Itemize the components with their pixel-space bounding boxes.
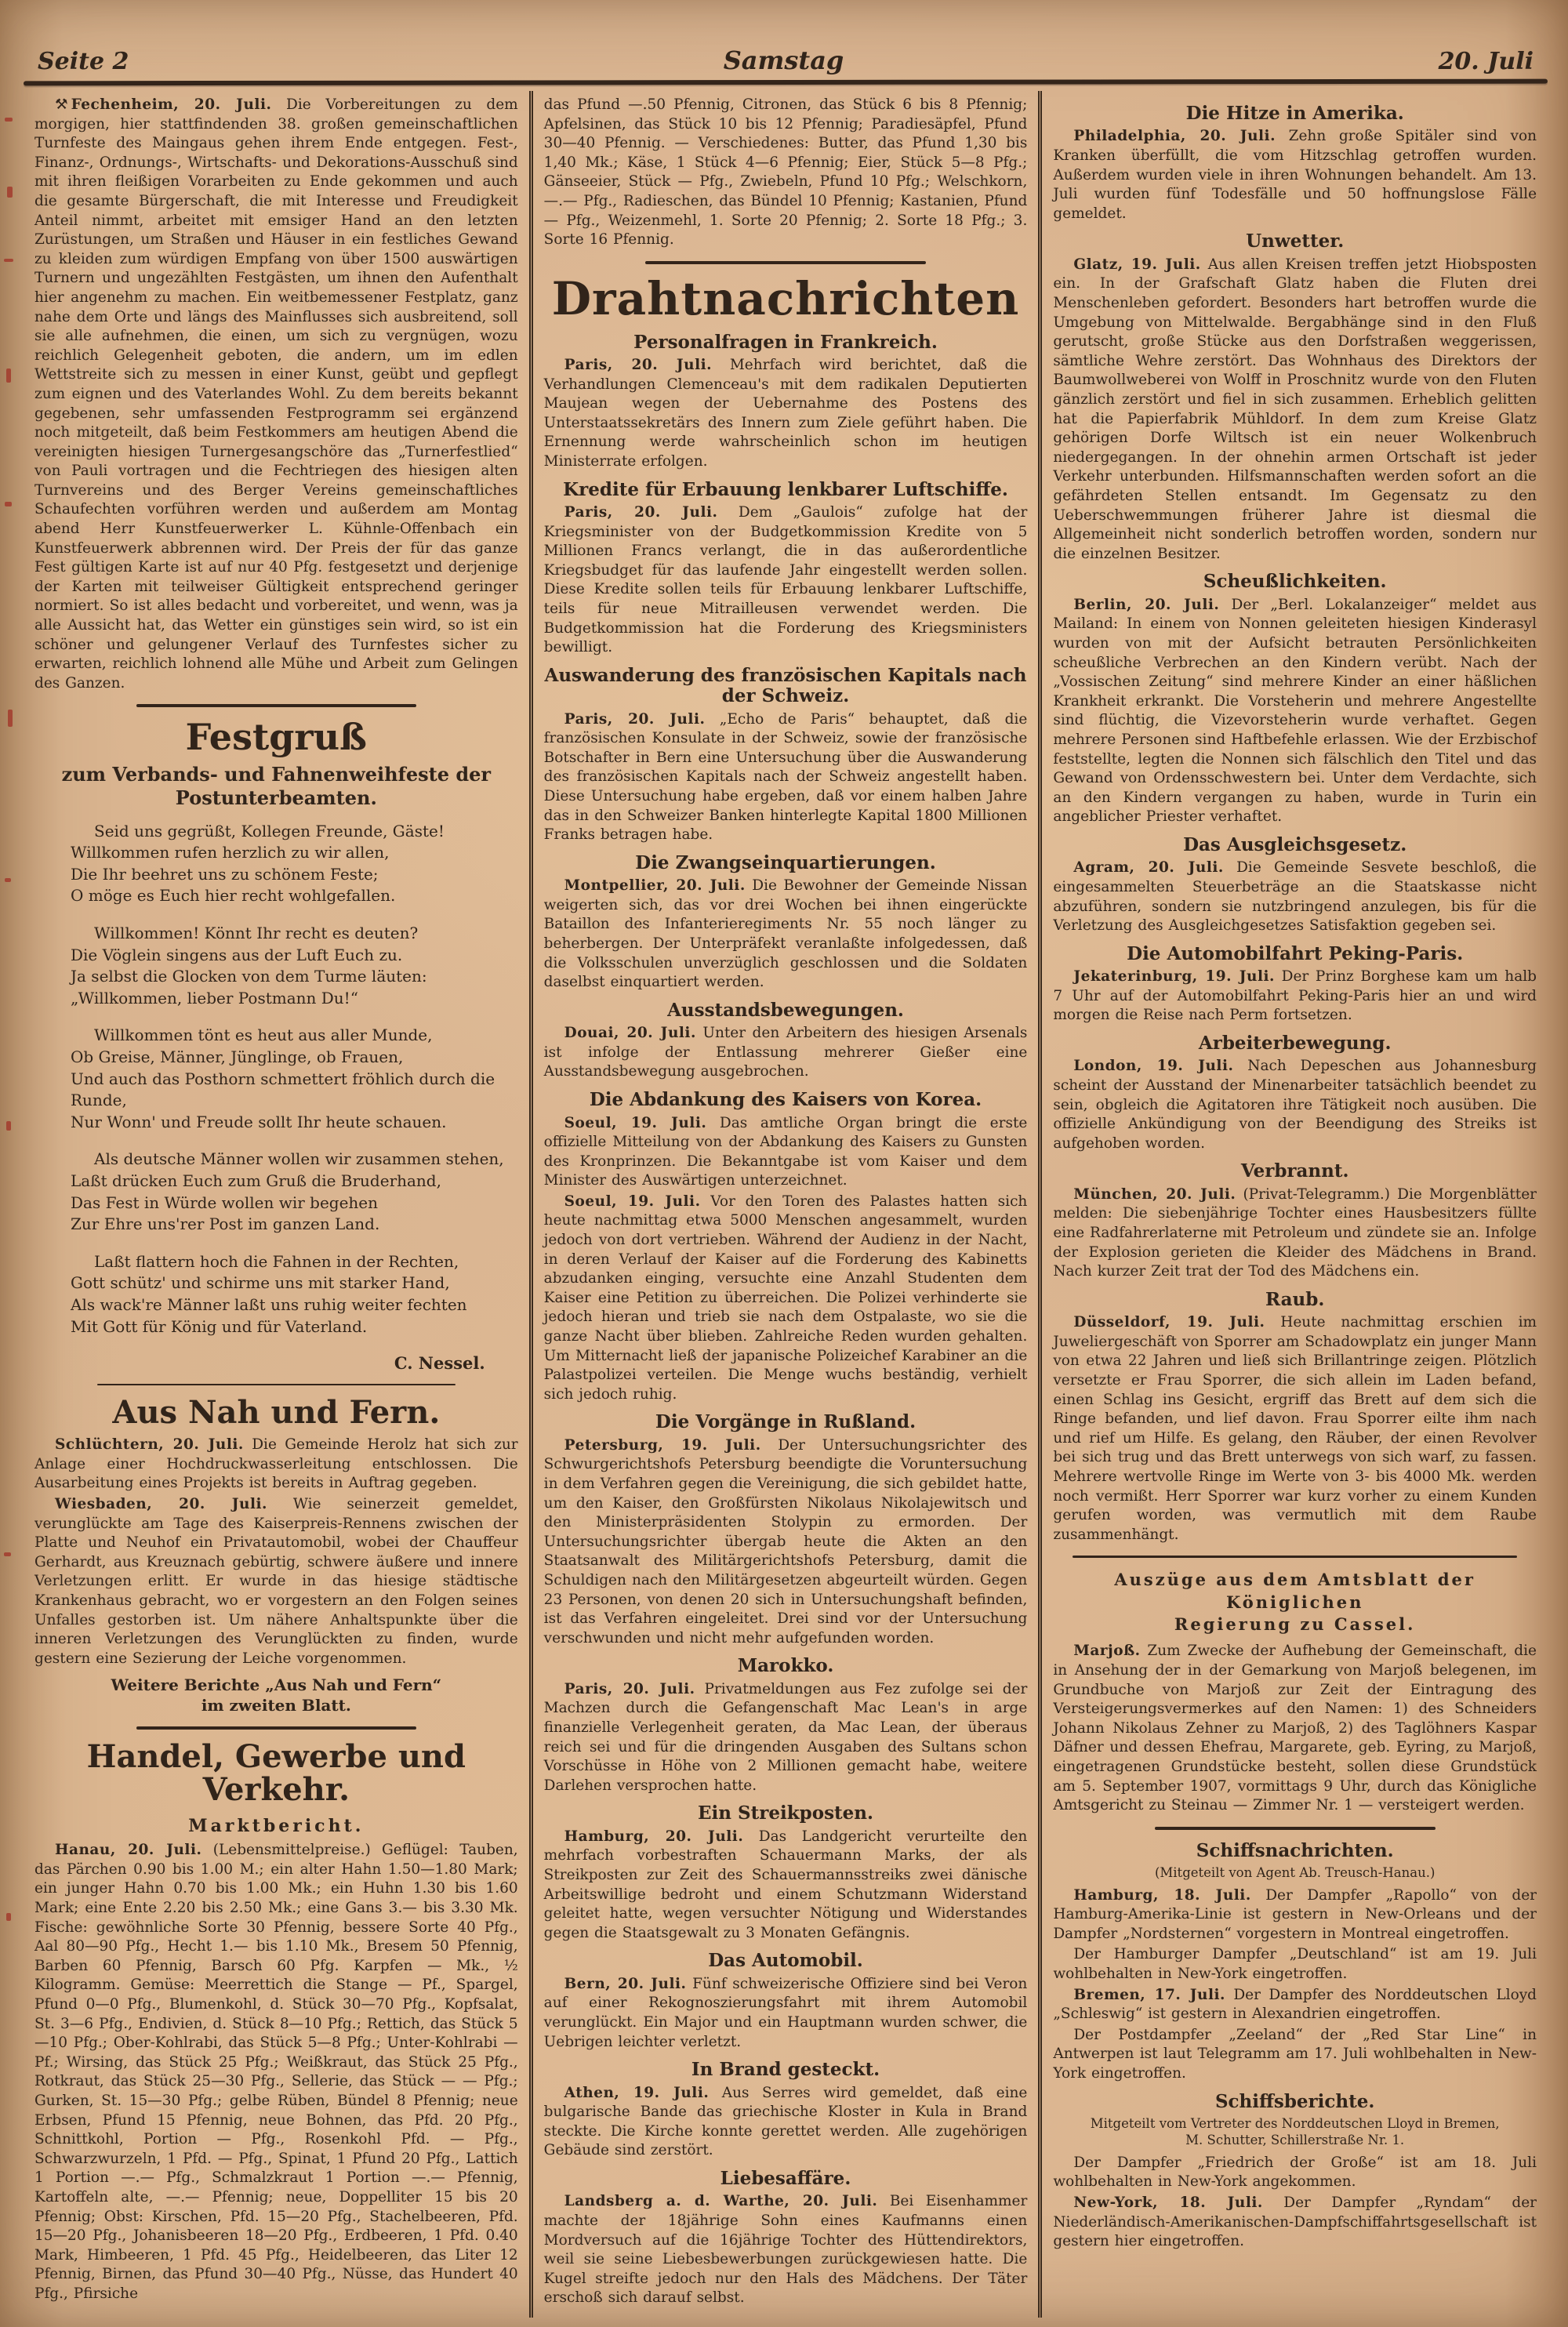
dateline: Paris, 20. Juli. (564, 1680, 695, 1697)
page-number: Seite 2 (38, 48, 129, 75)
poem-line: Ob Greise, Männer, Jünglinge, ob Frauen, (71, 1047, 404, 1067)
dateline: Düsseldorf, 19. Juli. (1073, 1314, 1265, 1331)
poem (71, 821, 518, 1338)
divider-rule (136, 704, 417, 707)
poem-line: Nur Wonn' und Freude sollt Ihr heute schauen. (71, 1112, 447, 1131)
poem-line: Als deutsche Männer wollen wir zusammen stehen, (94, 1149, 504, 1169)
dateline: Glatz, 19. Juli. (1073, 256, 1201, 273)
page-header (24, 45, 1548, 80)
article-paragraph: Wiesbaden, 20. Juli. Wie seinerzeit gemeldet, verunglückte am Tage des Kaiserpreis-Rennens zwischen der Platte und Neuhof ein Privatautomobil, wobei der Chauffeur Gerhardt, aus Kreuznach gebürtig, schwere äußere und innere Verletzungen erlitt. Er wurde in das hiesige städtische Krankenhaus gebracht, wo er vorgestern an den Folgen seines Unfalles gestorben ist. Um nähere Anhaltspunkte über die inneren Verletzungen des Verunglückten zu finden, wurde gestern eine Sezierung der Leiche vorgenommen. (34, 1495, 518, 1667)
poem-line: Zur Ehre uns'rer Post im ganzen Land. (71, 1214, 380, 1234)
article-heading: Kredite für Erbauung lenkbarer Luftschiffe. (563, 478, 1008, 500)
dateline: Athen, 19. Juli. (564, 2084, 710, 2101)
section-heading: Festgruß (185, 716, 368, 759)
dateline: Jekaterinburg, 19. Juli. (1073, 968, 1276, 986)
article-heading: Verbrannt. (1240, 1160, 1349, 1182)
article-paragraph: Glatz, 19. Juli. Aus allen Kreisen treffen jetzt Hiobsposten ein. In der Grafschaft Glatz haben die Fluten drei Menschenleben gefordert. Besonders hart betroffen wurde die Umgebung von Mittelwalde. Bergabhänge sind in den Fluß gerutscht, große Stücke aus den Dorfstraßen weggerissen, sämtliche Wehre zerstört. Das Wohnhaus des Direktors der Baumwollweberei von Wolff in Proschnitz wurde von den Fluten gänzlich zerstört und fiel in sich zusammen. Erheblich gelitten hat die Papierfabrik Mühldorf. In dem zum Kreise Glatz gehörigen Dorfe Wiltsch ist ein neuer Wolkenbruch niedergegangen. In der ohnehin armen Ortschaft ist jeder Verkehr unterbunden. Hilfsmannschaften werden sofort an die gefährdeten Stellen entsandt. Im Gegensatz zu den Ueberschwemmungen früherer Jahre ist diesmal die Allgemeinheit nicht sonderlich betroffen worden, sondern nur die einzelnen Besitzer. (1053, 256, 1537, 562)
article-paragraph: Berlin, 20. Juli. Der „Berl. Lokalanzeiger“ meldet aus Mailand: In einem von Nonnen geleiteten hiesigen Kinderasyl wurden von mit der Aufsicht betrauten Persönlichkeiten scheußliche Verbrechen an den Kindern verübt. Nach der „Vossischen Zeitung“ sind mehrere Kinder an einer häßlichen Krankheit erkrankt. Die Vorsteherin und mehrere Angestellte sind flüchtig, die Vizevorsteherin wurde verhaftet. Gegen mehrere Personen sind Haftbefehle erlassen. Wie der Erzbischof feststellte, legten die Nonnen sich fälschlich den Titel und das Gewand von Ordensschwestern bei. Unter dem Verdachte, sich an den Kindern vergangen zu haben, wurde in Turin ein angeblicher Priester verhaftet. (1053, 596, 1537, 826)
issue-date: 20. Juli (1438, 48, 1534, 75)
note-line: (Mitgeteilt von Agent Ab. Treusch-Hanau.) (1154, 1865, 1436, 1881)
divider-rule (97, 1384, 455, 1385)
column-layout (24, 91, 1548, 2318)
dateline: Soeul, 19. Juli. (564, 1114, 707, 1131)
article-paragraph: Montpellier, 20. Juli. Die Bewohner der Gemeinde Nissan weigerten sich, das vor drei Wochen bei ihnen eingerückte Bataillon des Infanterieregiments Nr. 55 noch länger zu beherbergen. Der Unterpräfekt veranlaßte infolgedessen, daß die Volksschulen unverzüglich geschlossen und die Soldaten daselbst einquartiert werden. (543, 877, 1028, 991)
notice-line: Weitere Berichte „Aus Nah und Fern“ (111, 1675, 442, 1695)
article-paragraph: Paris, 20. Juli. Mehrfach wird berichtet, daß die Verhandlungen Clemenceau's mit dem radikalen Deputierten Maujean wegen der Uebernahme des Postens des Unterstaatssekretärs des Innern zum Ziele geführt haben. Die Ernennung werde wahrscheinlich schon im heutigen Ministerrate erfolgen. (543, 357, 1028, 470)
article-paragraph: Landsberg a. d. Warthe, 20. Juli. Bei Eisenhammer machte der 18jährige Sohn eines Kaufmanns einen Mordversuch auf die 16jährige Tochter des Hüttendirektors, weil sie seine Liebesbewerbungen zurückgewiesen hatte. Die Kugel streifte jedoch nur den Hals des Mädchens. Der Täter erschoß sich darauf selbst. (543, 2193, 1028, 2307)
weekday-title: Samstag (723, 45, 844, 75)
note-line: Mitgeteilt vom Vertreter des Norddeutschen Lloyd in Bremen, (1090, 2115, 1500, 2131)
notice-line: im zweiten Blatt. (201, 1696, 351, 1715)
article-heading: In Brand gesteckt. (691, 2059, 880, 2081)
dateline: Fechenheim, 20. Juli. (71, 96, 272, 113)
dateline: Petersburg, 19. Juli. (564, 1436, 761, 1454)
heading-line: Regierung zu Cassel. (1174, 1614, 1416, 1634)
heading-line: Auszüge aus dem Amtsblatt der Königlichen (1114, 1570, 1475, 1612)
dateline: Landsberg a. d. Warthe, 20. Juli. (564, 2193, 878, 2210)
poem-line: Als wack're Männer laßt uns ruhig weiter fechten (71, 1294, 467, 1314)
attribution-note (1053, 2115, 1537, 2149)
article-heading: Raub. (1265, 1288, 1325, 1310)
column-2 (529, 91, 1039, 2318)
article-paragraph: Paris, 20. Juli. Privatmeldungen aus Fez zufolge sei der Machzen durch die Gefangenschaft Mac Lean's in arge finanzielle Verlegenheit geraten, da Mac Lean, der überaus reich sei und für die dringenden Ausgaben des Sultans schon Vorschüsse in Höhe von 2 Millionen gemacht habe, weitere Darlehen versprochen hatte. (543, 1680, 1028, 1794)
dateline: Agram, 20. Juli. (1073, 859, 1224, 877)
bold-centered-notice (34, 1675, 518, 1715)
article-heading: Die Automobilfahrt Peking-Paris. (1127, 942, 1464, 964)
dateline: Paris, 20. Juli. (564, 357, 713, 374)
article-paragraph: Douai, 20. Juli. Unter den Arbeitern des hiesigen Arsenals ist infolge der Entlassung mehrerer Gießer eine Ausstandsbewegung ausgebrochen. (543, 1025, 1028, 1080)
divider-rule (645, 261, 926, 264)
dateline: Hanau, 20. Juli. (55, 1842, 202, 1859)
article-paragraph: Jekaterinburg, 19. Juli. Der Prinz Borghese kam um halb 7 Uhr auf der Automobilfahrt Peking-Paris hier an und wird morgen die Reise nach Perm fortsetzen. (1053, 968, 1537, 1024)
dateline: Marjoß. (1073, 1643, 1141, 1660)
article-paragraph: Soeul, 19. Juli. Vor den Toren des Palastes hatten sich heute nachmittag etwa 5000 Menschen angesammelt, wurden jedoch von dort vertrieben. Während der Audienz in der Nacht, in deren Verlauf der Kaiser auf die Forderung des Kabinetts abzudanken einging, versuchte eine Anzahl Studenten dem Kaiser eine Petition zu überreichen. Die Polizei verhinderte sie jedoch hieran und trieb sie nach dem Ostpalaste, wo sie die ganze Nacht über blieben. Zahlreiche Reden wurden gehalten. Um Mitternacht ließ der japanische Polizeichef Karabiner an die Palastpolizei verteilen. Die Menge wuchs beständig, verhielt sich jedoch ruhig. (543, 1193, 1028, 1403)
article-heading: Personalfragen in Frankreich. (633, 331, 938, 353)
dateline: Paris, 20. Juli. (564, 710, 706, 728)
dateline: Soeul, 19. Juli. (564, 1193, 701, 1210)
article-paragraph: Petersburg, 19. Juli. Der Untersuchungsrichter des Schwurgerichtshofs Petersburg beendigte die Voruntersuchung in dem Verfahren gegen die Vereinigung, die sich gebildet hatte, um den Kaiser, den Großfürsten Nikolaus Nikolajewitsch und den Ministerpräsidenten Stolypin zu ermorden. Der Untersuchungsrichter übergab heute die Akten an den Staatsanwalt des Militärgerichtshofs Petersburg, damit die Schuldigen nach den Militärgesetzen abgeurteilt würden. Gegen 23 Personen, von denen 20 sich in Untersuchungshaft befinden, ist das Verfahren eingeleitet. Drei sind vor der Untersuchung verschwunden und nicht mehr aufgefunden worden. (543, 1436, 1028, 1646)
article-heading: Das Automobil. (708, 1950, 863, 1972)
section-heading: Handel, Gewerbe und Verkehr. (86, 1738, 466, 1809)
poem-line: Das Fest in Würde wollen wir begehen (71, 1193, 379, 1212)
article-paragraph: Agram, 20. Juli. Die Gemeinde Sesvete beschloß, die eingesammelten Steuerbeträge an die Staatskasse nicht abzuführen, sondern sie nutzbringend anzulegen, bis für die Verletzung des Ausgleichgesetzes Satisfaktion gegeben sei. (1053, 859, 1537, 935)
column-1 (24, 91, 529, 2318)
divider-rule (136, 1726, 417, 1730)
section-subtitle: zum Verbands- und Fahnenweihfeste der Postunterbeamten. (61, 762, 492, 809)
dateline: München, 20. Juli. (1073, 1185, 1236, 1203)
article-paragraph: ⚒ Fechenheim, 20. Juli. Die Vorbereitungen zu dem morgigen, hier stattfindenden 38. großen gemeinschaftlichen Turnfeste des Maingaus gehen ihrem Ende entgegen. Fest-, Finanz-, Ordnungs-, Wirtschafts- und Dekorations-Ausschuß sind mit ihren fleißigen Vorarbeiten zu Ende gekommen und auch die gesamte Bürgerschaft, die mit Interesse und Freudigkeit Anteil nimmt, arbeitet mit emsiger Hand an den letzten Zurüstungen, um Straßen und Häuser in ein festliches Gewand zu kleiden zum würdigen Empfang von über 1500 auswärtigen Turnern und ungezählten Festgästen, um ihnen den Aufenthalt hier angenehm zu machen. Ein weitbemessener Festplatz, ganz nahe dem Orte und längs des Mainflusses sich ausbreitend, soll sie alle aufnehmen, die einen, um sich zu vergnügen, wozu reichlich Gelegenheit geboten, die andern, um im edlen Wettstreite sich zu messen in einer Kunst, geübt und gepflegt zum eignen und des Vaterlandes Wohl. Zu dem bereits bekannt gegebenen, sehr umfassenden Festprogramm sei ergänzend noch mitgeteilt, daß beim Festkommers am heutigen Abend die vereinigten hiesigen Turnergesangschöre das „Turnerfestlied“ von Pauli vortragen und die Fechtriegen des hiesigen alten Turnvereins und des Berger Vereins gemeinschaftliches Schaufechten vorführen werden und außerdem am Montag abend Herr Kunstfeuerwerker L. Kühnle-Offenbach ein Kunstfeuerwerk abbrennen wird. Der Preis der für das ganze Fest gültigen Karte ist auf nur 40 Pfg. festgesetzt und derjenige der Karten mit teilweiser Gültigkeit entsprechend geringer normiert. So ist alles bedacht und vorbereitet, und wenn, was ja alle Aussicht hat, das Wetter ein günstiges sein wird, so ist ein schöner und gelungener Verlauf des Turnfestes sicher zu erwarten, reichlich lohnend alle Mühe und Arbeit zum Gelingen des Ganzen. (34, 96, 518, 692)
article-heading: Unwetter. (1246, 231, 1345, 252)
dateline: Hamburg, 20. Juli. (564, 1828, 744, 1845)
poem-line: „Willkommen, lieber Postmann Du!“ (71, 988, 358, 1007)
poem-line: Und auch das Posthorn schmettert fröhlich durch die Runde, (71, 1069, 495, 1110)
article-paragraph: Der Postdampfer „Zeeland“ der „Red Star Line“ in Antwerpen ist laut Telegramm am 17. Juli wohlbehalten in New-York eingetroffen. (1053, 2026, 1537, 2082)
article-paragraph: Athen, 19. Juli. Aus Serres wird gemeldet, daß eine bulgarische Bande das griechische Kloster in Kula in Brand steckte. Die Kirche konnte gerettet werden. Alle zugehörigen Gebäude sind zerstört. (543, 2084, 1028, 2159)
article-heading: Die Zwangseinquartierungen. (635, 851, 936, 873)
article-heading: Das Ausgleichsgesetz. (1183, 833, 1407, 855)
divider-rule (1155, 1827, 1436, 1830)
article-paragraph: Hamburg, 18. Juli. Der Dampfer „Rapollo“ von der Hamburg-Amerika-Linie ist gestern in New-Orleans und der Dampfer „Nordsternen“ vorgestern in Montreal eingetroffen. (1053, 1886, 1537, 1942)
article-paragraph: Düsseldorf, 19. Juli. Heute nachmittag erschien im Juweliergeschäft von Sporrer am Schadowplatz ein junger Mann von etwa 22 Jahren und ließ sich Brillantringe zeigen. Plötzlich versetzte er Frau Sporrer, die sich allein im Laden befand, einen Schlag ins Gesicht, ergriff das Brett auf dem sich die Ringe befanden, und lief davon. Frau Sporrer eilte ihm nach und rief um Hilfe. Es gelang, den Räuber, der einen Revolver bei sich trug und das Brett unterwegs von sich warf, zu fassen. Mehrere wertvolle Ringe im Werte von 3- bis 4000 Mk. werden noch vermißt. Herr Sporrer war kurz vorher zu einem Kunden gerufen worden, was vermutlich mit dem Raube zusammenhängt. (1053, 1314, 1537, 1543)
dateline: London, 19. Juli. (1073, 1058, 1234, 1075)
dateline: Montpellier, 20. Juli. (564, 877, 746, 895)
article-paragraph: Der Hamburger Dampfer „Deutschland“ ist am 19. Juli wohlbehalten in New-York eingetroffen. (1053, 1946, 1537, 1982)
article-paragraph: Bern, 20. Juli. Fünf schweizerische Offiziere sind bei Veron auf einer Rekognoszierungsfahrt mit ihrem Automobil verunglückt. Ein Major und ein Hauptmann wurden schwer, die Uebrigen leichter verletzt. (543, 1975, 1028, 2050)
poem-line: Seid uns gegrüßt, Kollegen Freunde, Gäste! (94, 821, 445, 840)
article-paragraph: Paris, 20. Juli. „Echo de Paris“ behauptet, daß die französischen Konsulate in der Schweiz, sowie der französische Botschafter in Bern eine Untersuchung über die Auswanderung des französischen Kapitals nach der Schweiz angestellt haben. Diese Untersuchung habe ergeben, daß vor einem halben Jahre das in den Schweizer Banken hinterlegte Kapital 1800 Millionen Franks betragen habe. (543, 710, 1028, 844)
article-heading: Die Vorgänge in Rußland. (655, 1411, 916, 1433)
dateline: Paris, 20. Juli. (564, 504, 718, 521)
poem-line: Willkommen rufen herzlich zu wir allen, (71, 843, 390, 862)
poem-stanza (71, 1251, 518, 1338)
article-paragraph: Schlüchtern, 20. Juli. Die Gemeinde Herolz hat sich zur Anlage einer Hochdruckwasserleitung entschlossen. Die Ausarbeitung eines Projekts ist bereits in Auftrag gegeben. (34, 1436, 518, 1492)
column-3 (1038, 91, 1548, 2318)
dateline: Philadelphia, 20. Juli. (1073, 128, 1276, 145)
dateline: Bern, 20. Juli. (564, 1975, 687, 1992)
poem-stanza (71, 821, 518, 907)
article-heading: Marktbericht. (188, 1816, 365, 1837)
article-heading: Ein Streikposten. (698, 1802, 874, 1824)
article-heading: Schiffsberichte. (1214, 2090, 1375, 2112)
attribution-note (1053, 1864, 1537, 1881)
article-paragraph: Der Dampfer „Friedrich der Große“ ist am 18. Juli wohlbehalten in New-York angekommen. (1053, 2154, 1537, 2191)
dateline: Berlin, 20. Juli. (1073, 596, 1220, 613)
article-heading: Auswanderung des französischen Kapitals nach der Schweiz. (544, 664, 1027, 707)
poem-stanza (71, 1149, 518, 1235)
article-heading: Marokko. (737, 1655, 834, 1677)
dateline: Douai, 20. Juli. (564, 1025, 696, 1042)
dateline: New-York, 18. Juli. (1073, 2194, 1263, 2211)
article-paragraph: Hanau, 20. Juli. (Lebensmittelpreise.) Geflügel: Tauben, das Pärchen 0.90 bis 1.00 M.; ein alter Hahn 1.50—1.80 Mark; ein junger Hahn 0.70 bis 1.00 Mk.; ein Huhn 1.30 bis 1.60 Mark; eine Ente 2.20 bis 2.50 Mk.; eine Gans 3.— bis 3.30 Mk. Fische: gewöhnliche Sorte 30 Pfennig, bessere Sorte 40 Pfg., Aal 80—90 Pfg., Hecht 1.— bis 1.10 Mk., Bresem 50 Pfennig, Barben 60 Pfennig, Barsch 60 Pfg. Karpfen — Mk., ½ Kilogramm. Gemüse: Meerrettich die Stange — Pf., Spargel, Pfund 0—0 Pfg., Blumenkohl, d. Stück 30—70 Pfg., Kopfsalat, St. 3—6 Pfg., Endivien, d. Stück 8—10 Pfg.; Rettich, das Stück 5—10 Pfg.; Ober-Kohlrabi, das Stück 5—8 Pfg.; Unter-Kohlrabi — Pf.; Wirsing, das Stück 25 Pfg.; Weißkraut, das Stück 25 Pfg., Rotkraut, das Stück 25—30 Pfg., Sellerie, das Stück — — Pfg.; Gurken, St. 15—30 Pfg.; gelbe Rüben, Bündel 8 Pfennig; neue Erbsen, Pfund 15 Pfennig, neue Bohnen, das Pfd. 20 Pfg., Schnittkohl, Portion — Pfg., Rosenkohl Pfd. — Pfg., Schwarzwurzeln, 1 Pfd. — Pfg., Spinat, 1 Pfund 20 Pfg., Lattich 1 Portion —.— Pfg., Schmalzkraut 1 Portion —.— Pfennig, Kartoffeln alte, —.— Pfennig; neue, Doppelliter 15 bis 20 Pfennig; Obst: Kirschen, Pfd. 15—20 Pfg., Stachelbeeren, Pfd. 15—20 Pfg., Johanisbeeren 18—20 Pfg., Erdbeeren, 1 Pfd. 0.40 Mark, Himbeeren, 1 Pfd. 45 Pfg., Heidelbeeren, das Liter 12 Pfennig, Birnen, das Pfund 30—40 Pfg., Nüsse, das Hundert 40 Pfg., Pfirsiche (34, 1842, 518, 2302)
article-paragraph: Philadelphia, 20. Juli. Zehn große Spitäler sind von Kranken überfüllt, die vom Hitzschlag getroffen wurden. Außerdem wurden viele in ihren Wohnungen behandelt. Am 13. Juli wurden fünf Todesfälle und 50 hoffnungslose Fälle gemeldet. (1053, 128, 1537, 222)
divider-rule (1073, 1556, 1517, 1558)
article-paragraph: New-York, 18. Juli. Der Dampfer „Ryndam“ der Niederländisch-Amerikanischen-Dampfschiffahrtsgesellschaft ist gestern hier eingetroffen. (1053, 2194, 1537, 2250)
poem-line: O möge es Euch hier recht wohlgefallen. (71, 886, 396, 906)
author-signature: C. Nessel. (394, 1353, 485, 1374)
poem-stanza (71, 923, 518, 1009)
dateline: Schlüchtern, 20. Juli. (55, 1436, 244, 1454)
section-heading: Drahtnachrichten (551, 271, 1020, 325)
article-paragraph: Hamburg, 20. Juli. Das Landgericht verurteilte den mehrfach vorbestraften Schauermann Marks, der als Streikposten zur Zeit des Schauermannsstreiks zwei dänische Arbeitswillige bedroht und einem Schutzmann Widerstand geleitet hatte, wegen versuchter Nötigung und Widerstandes gegen die Staatsgewalt zu 3 Monaten Gefängnis. (543, 1828, 1028, 1941)
article-heading (1053, 1569, 1537, 1635)
dateline: Wiesbaden, 20. Juli. (55, 1495, 267, 1512)
article-heading: Scheußlichkeiten. (1203, 571, 1387, 593)
article-paragraph: Marjoß. Zum Zwecke der Aufhebung der Gemeinschaft, die in Ansehung der in der Gemarkung von Marjoß belegenen, im Grundbuche von Marjoß zur Zeit der Eintragung des Versteigerungsvermerkes auf den Namen: 1) des Schneiders Johann Nikolaus Zehner zu Marjoß, 2) des Taglöhners Kaspar Däfner und dessen Ehefrau, Margarete, geb. Eyring, zu Marjoß, eingetragenen Grundstücke besteht, sollen diese Grundstück am 5. September 1907, vormittags 9 Uhr, durch das Königliche Amtsgericht zu Steinau — Zimmer Nr. 1 — versteigert werden. (1053, 1643, 1537, 1814)
article-paragraph: Bremen, 17. Juli. Der Dampfer des Norddeutschen Lloyd „Schleswig“ ist gestern in Alexandrien eingetroffen. (1053, 1986, 1537, 2023)
poem-line: Willkommen tönt es heut aus aller Munde, (94, 1026, 433, 1045)
poem-line: Laßt flattern hoch die Fahnen in der Rechten, (94, 1251, 459, 1271)
poem-line: Ja selbst die Glocken von dem Turme läuten: (71, 967, 427, 986)
article-paragraph: London, 19. Juli. Nach Depeschen aus Johannesburg scheint der Ausstand der Minenarbeiter tatsächlich beendet zu sein, obgleich die Agitatoren ihre Tätigkeit noch ausüben. Die offizielle Ankündigung von der Beendigung des Streiks ist aufgehoben worden. (1053, 1058, 1537, 1152)
poem-line: Willkommen! Könnt Ihr recht es deuten? (94, 924, 419, 943)
article-heading: Die Hitze in Amerika. (1185, 103, 1404, 124)
article-paragraph: Soeul, 19. Juli. Das amtliche Organ bringt die erste offizielle Mitteilung von der Abdankung des Kaisers zu Gunsten des Kronprinzen. Die Bekanntgabe ist vom Kaiser und dem Minister des Auswärtigen unterzeichnet. (543, 1114, 1028, 1189)
dateline: Bremen, 17. Juli. (1073, 1986, 1225, 2003)
poem-stanza (71, 1025, 518, 1133)
article-heading: Die Abdankung des Kaisers von Korea. (589, 1089, 982, 1111)
section-heading: Aus Nah und Fern. (112, 1394, 441, 1432)
continuation-paragraph: das Pfund —.50 Pfennig, Citronen, das Stück 6 bis 8 Pfennig; Apfelsinen, das Stück 10 bis 12 Pfennig; Paradiesäpfel, Pfund 30—40 Pfennig. — Verschiedenes: Butter, das Pfund 1,30 bis 1,40 Mk.; Käse, 1 Stück 4—6 Pfennig; Eier, Stück 5—8 Pfg.; Gänseeier, Stück — Pfg., Zwiebeln, Pfund 10 Pfg.; Welschkorn, —.— Pfg., Radieschen, das Bündel 10 Pfennig; Kastanien, Pfund — Pfg., Weizenmehl, 1. Sorte 20 Pfennig; 2. Sorte 18 Pfg.; 3. Sorte 16 Pfennig. (543, 96, 1028, 249)
article-paragraph: München, 20. Juli. (Privat-Telegramm.) Die Morgenblätter melden: Die siebenjährige Tochter eines Hausbesitzers füllte eine Radfahrerlaterne mit Petroleum und zündete sie an. Infolge der Explosion gerieten die Kleider des Mädchens in Brand. Nach kurzer Zeit trat der Tod des Mädchens ein. (1053, 1185, 1537, 1280)
dateline: Hamburg, 18. Juli. (1073, 1886, 1251, 1904)
newspaper-sheet (24, 45, 1548, 2319)
poem-line: Die Vöglein singens aus der Luft Euch zu. (71, 945, 403, 964)
poem-line: Mit Gott für König und für Vaterland. (71, 1316, 368, 1336)
article-heading: Ausstandsbewegungen. (667, 999, 904, 1021)
poem-line: Laßt drücken Euch zum Gruß die Bruderhand, (71, 1171, 441, 1191)
article-paragraph: Paris, 20. Juli. Dem „Gaulois“ zufolge hat der Kriegsminister von der Budgetkommission Kredite von 5 Millionen Francs verlangt, die in das außerordentliche Kriegsbudget für das laufende Jahr eingestellt werden sollen. Diese Kredite sollen teils für Erbauung lenkbarer Luftschiffe, teils für neue Mitrailleusen verwendet werden. Die Budgetkommission hat die Forderung des Kriegsministers bewilligt. (543, 504, 1028, 656)
poem-line: Die Ihr beehret uns zu schönem Feste; (71, 864, 379, 884)
article-heading: Arbeiterbewegung. (1198, 1032, 1392, 1054)
note-line: M. Schutter, Schillerstraße Nr. 1. (1185, 2133, 1405, 2148)
article-heading: Liebesaffäre. (720, 2168, 851, 2190)
crossed-tools-ornament-icon: ⚒ (55, 96, 68, 113)
article-heading: Schiffsnachrichten. (1196, 1839, 1394, 1861)
poem-line: Gott schütz' und schirme uns mit starker Hand, (71, 1273, 450, 1293)
